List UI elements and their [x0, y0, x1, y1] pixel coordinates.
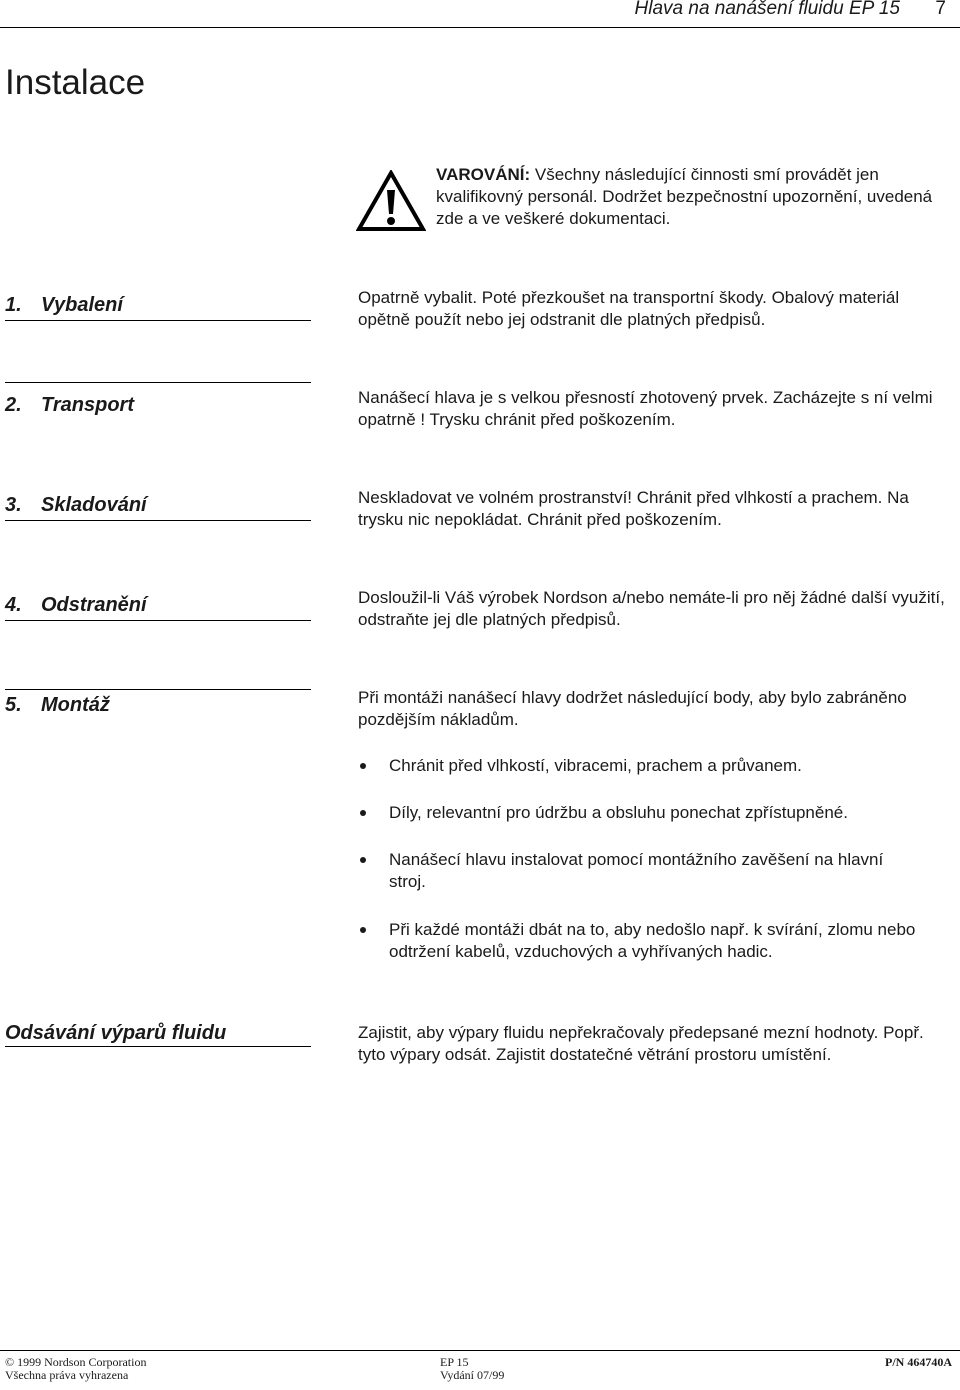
page-number: 7 — [935, 0, 946, 19]
footer-center — [440, 1356, 504, 1382]
section-overline — [5, 382, 311, 383]
section-number: 1. — [5, 294, 22, 316]
section-heading-fume-extraction: Odsávání výparů fluidu — [5, 1022, 227, 1044]
section-underline — [5, 1046, 311, 1047]
part-number: P/N 464740A — [885, 1355, 952, 1369]
list-item: Při každé montáži dbát na to, aby nedošlo např. k svírání, zlomu nebo odtržení kabelů, vzduchových a vyhřívaných hadic. — [358, 919, 918, 963]
section-underline — [5, 520, 311, 521]
section-body-storage: Neskladovat ve volném prostranství! Chránit před vlhkostí a prachem. Na trysku nic nepokládat. Chránit před poškozením. — [358, 488, 909, 529]
list-item: Chránit před vlhkostí, vibracemi, prachem a průvanem. — [358, 755, 918, 777]
running-header-title: Hlava na nanášení fluidu EP 15 — [634, 0, 900, 19]
warning-triangle-icon — [356, 170, 426, 232]
section-number: 5. — [5, 694, 22, 716]
section-overline — [5, 689, 311, 690]
section-title: Transport — [41, 394, 134, 416]
section-heading-transport — [5, 394, 134, 417]
copyright: © 1999 Nordson Corporation — [5, 1355, 147, 1369]
section-heading-disposal — [5, 594, 147, 617]
section-heading-storage — [5, 494, 147, 517]
section-body-transport: Nanášecí hlava je s velkou přesností zhotovený prvek. Zacházejte s ní velmi opatrně ! Trysku chránit před poškozením. — [358, 388, 933, 429]
section-title: Vybalení — [41, 294, 123, 316]
section-number: 2. — [5, 394, 22, 416]
footer-left — [5, 1356, 146, 1382]
section-body-disposal: Dosloužil-li Váš výrobek Nordson a/nebo nemáte-li pro něj žádné další využití, odstraňte jej dle platných předpisů. — [358, 588, 945, 629]
list-item: Nanášecí hlavu instalovat pomocí montážního zavěšení na hlavní stroj. — [358, 849, 918, 893]
list-item: Díly, relevantní pro údržbu a obsluhu ponechat zpřístupněné. — [358, 802, 918, 824]
warning-text — [436, 164, 936, 230]
warning-label: VAROVÁNÍ: — [436, 165, 531, 184]
footer-divider — [0, 1350, 960, 1351]
section-title: Skladování — [41, 494, 147, 516]
warning-body: Všechny následující činnosti smí provádět jen kvalifikovný personál. Dodržet bezpečnostní upozornění, uvedená zde a ve veškeré dokumentaci. — [436, 165, 933, 228]
header-divider — [0, 27, 960, 28]
section-title: Odstranění — [41, 594, 147, 616]
section-heading-unpacking — [5, 294, 123, 317]
section-body-fume-extraction: Zajistit, aby výpary fluidu nepřekračovaly předepsané mezní hodnoty. Popř. tyto výpary odsát. Zajistit dostatečné větrání prostoru umístění. — [358, 1023, 924, 1064]
document-name: EP 15 — [440, 1355, 469, 1369]
edition: Vydání 07/99 — [440, 1368, 505, 1382]
section-body-mounting: Při montáži nanášecí hlavy dodržet následující body, aby bylo zabráněno pozdějším nákladům. — [358, 688, 907, 729]
section-body-unpacking: Opatrně vybalit. Poté přezkoušet na transportní škody. Obalový materiál opětně použít nebo jej odstranit dle platných předpisů. — [358, 288, 900, 329]
rights-reserved: Všechna práva vyhrazena — [5, 1368, 129, 1382]
section-number: 3. — [5, 494, 22, 516]
section-underline — [5, 620, 311, 621]
section-heading-mounting — [5, 694, 110, 717]
page-title: Instalace — [5, 63, 146, 102]
section-underline — [5, 320, 311, 321]
section-title: Montáž — [41, 694, 110, 716]
section-number: 4. — [5, 594, 22, 616]
